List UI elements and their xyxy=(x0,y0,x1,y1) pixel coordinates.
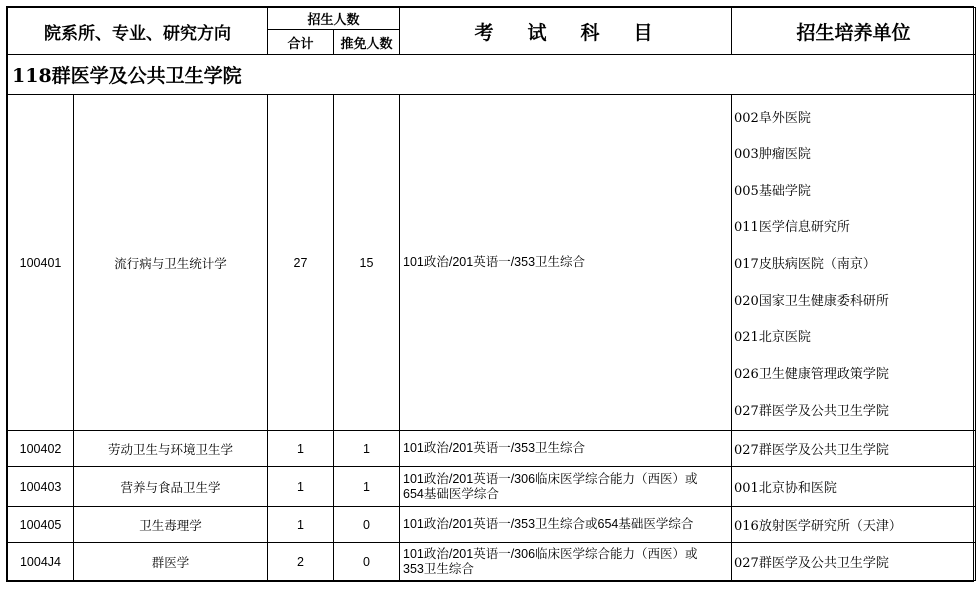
header-dept: 院系所、专业、研究方向 xyxy=(8,8,268,55)
major-name: 流行病与卫生统计学 xyxy=(74,95,268,431)
table-row xyxy=(8,431,976,467)
total-count: 27 xyxy=(268,95,334,431)
major-code: 100403 xyxy=(8,467,74,507)
unit-list xyxy=(734,104,975,422)
major-name: 劳动卫生与环境卫生学 xyxy=(74,431,268,467)
table-row xyxy=(8,543,976,581)
list-item: 027群医学及公共卫生学院 xyxy=(734,403,889,419)
total-count: 2 xyxy=(268,543,334,581)
school-name: 118群医学及公共卫生学院 xyxy=(8,55,976,95)
list-item: 017皮肤病医院（南京） xyxy=(734,257,876,272)
list-item: 011医学信息研究所 xyxy=(734,220,850,236)
major-name: 营养与食品卫生学 xyxy=(74,467,268,507)
list-item: 021北京医院 xyxy=(734,330,811,346)
total-count: 1 xyxy=(268,467,334,507)
header-exam: 考试科目 xyxy=(400,8,732,55)
exempt-count: 15 xyxy=(334,95,400,431)
enrollment-table-container xyxy=(6,6,974,582)
list-item: 005基础学院 xyxy=(734,183,811,199)
school-row xyxy=(8,55,976,95)
table-row xyxy=(8,95,976,431)
major-code: 100405 xyxy=(8,507,74,543)
exam-subjects: 101政治/201英语一/353卫生综合 xyxy=(400,95,732,431)
header-unit: 招生培养单位 xyxy=(732,8,976,55)
header-row-top xyxy=(8,8,976,30)
exam-subjects: 101政治/201英语一/353卫生综合 xyxy=(400,431,732,467)
exam-line: 654基础医学综合 xyxy=(403,486,499,501)
exempt-count: 1 xyxy=(334,431,400,467)
exam-line: 101政治/201英语一/306临床医学综合能力（西医）或 xyxy=(403,471,698,486)
exam-subjects xyxy=(400,467,732,507)
list-item: 003肿瘤医院 xyxy=(734,147,811,163)
unit-list-cell xyxy=(732,95,976,431)
exam-line: 101政治/201英语一/306临床医学综合能力（西医）或 xyxy=(403,546,698,561)
list-item: 026卫生健康管理政策学院 xyxy=(734,366,889,382)
major-name: 卫生毒理学 xyxy=(74,507,268,543)
table-row xyxy=(8,467,976,507)
major-name: 群医学 xyxy=(74,543,268,581)
header-total: 合计 xyxy=(268,30,334,55)
unit-name: 027群医学及公共卫生学院 xyxy=(732,543,976,581)
major-code: 100402 xyxy=(8,431,74,467)
list-item: 020国家卫生健康委科研所 xyxy=(734,293,889,309)
exempt-count: 0 xyxy=(334,543,400,581)
exempt-count: 0 xyxy=(334,507,400,543)
total-count: 1 xyxy=(268,507,334,543)
unit-name: 016放射医学研究所（天津） xyxy=(732,507,976,543)
exam-subjects: 101政治/201英语一/353卫生综合或654基础医学综合 xyxy=(400,507,732,543)
unit-name: 001北京协和医院 xyxy=(732,467,976,507)
major-code: 1004J4 xyxy=(8,543,74,581)
major-code: 100401 xyxy=(8,95,74,431)
header-exempt: 推免人数 xyxy=(334,30,400,55)
unit-name: 027群医学及公共卫生学院 xyxy=(732,431,976,467)
table-row xyxy=(8,507,976,543)
exempt-count: 1 xyxy=(334,467,400,507)
total-count: 1 xyxy=(268,431,334,467)
exam-subjects xyxy=(400,543,732,581)
exam-line: 353卫生综合 xyxy=(403,561,474,576)
enrollment-table xyxy=(7,7,976,581)
list-item: 002阜外医院 xyxy=(734,110,811,126)
header-enroll: 招生人数 xyxy=(268,8,400,30)
